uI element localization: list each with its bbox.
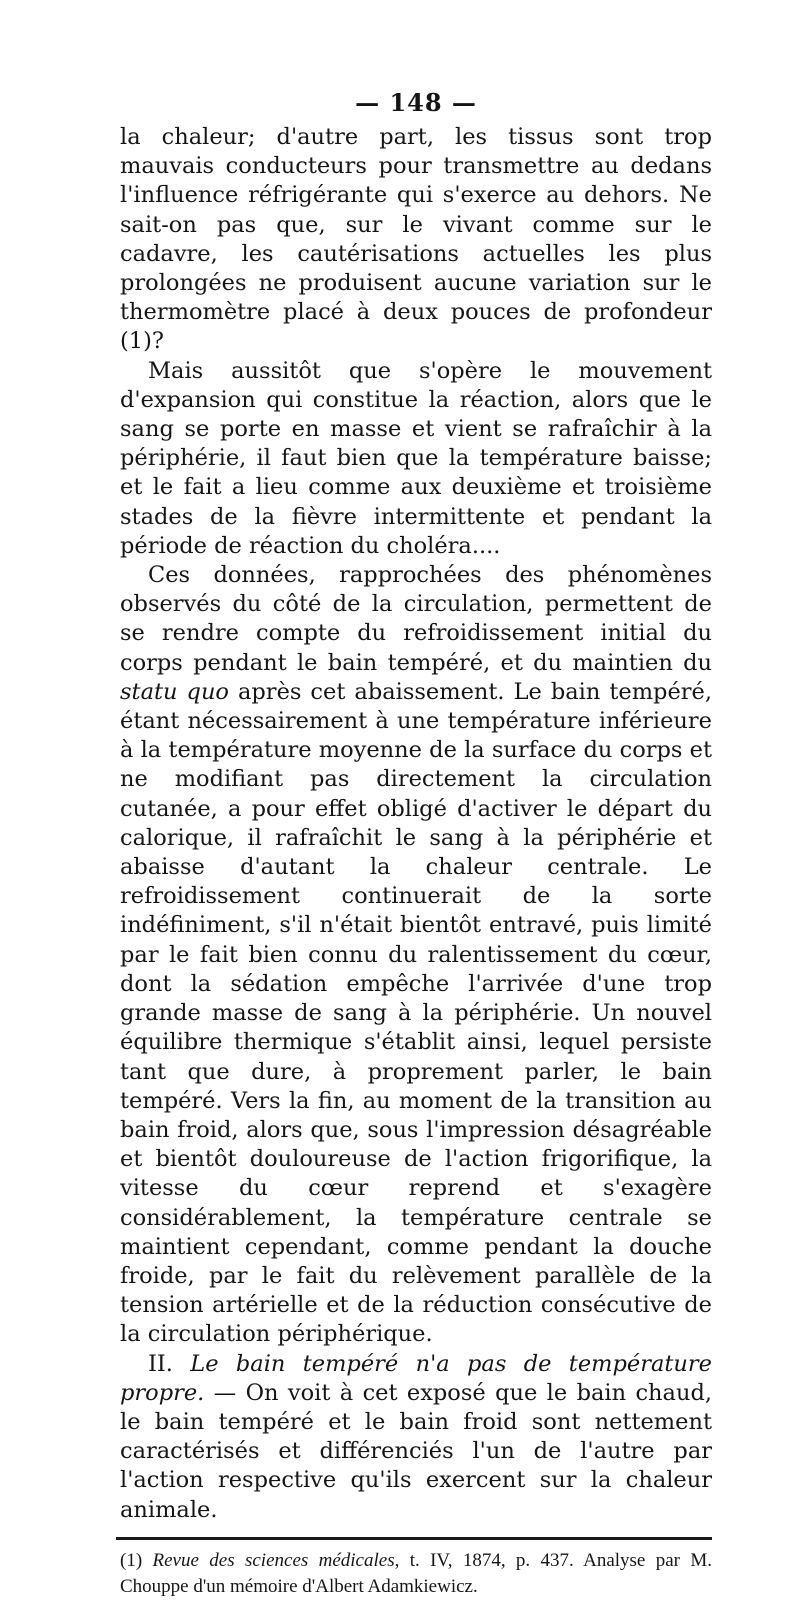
section-2-paragraph [120,1350,712,1525]
paragraph-3 [120,561,712,1349]
footnote-marker: (1) [120,1549,153,1571]
paragraph-3-italic: statu quo [120,678,229,705]
paragraph-3-text-b: après cet abaissement. Le bain tempéré, étant nécessairement à une température inférieure à la température moyenne de la surface du corps et ne modifiant pas directement la circulation cutanée, a pour effet obligé d'activer le départ du calorique, il rafraîchit le sang à la périphérie et abaisse d'autant la chaleur centrale. Le refroidissement continuerait de la sorte indéfiniment, s'il n'était bientôt entravé, puis limité par le fait bien connu du ralentissement du cœur, dont la sédation empêche l'arrivée d'une trop grande masse de sang à la périphérie. Un nouvel équilibre thermique s'établit ainsi, lequel persiste tant que dure, à proprement parler, le bain tempéré. Vers la fin, au moment de la transition au bain froid, alors que, sous l'impression désagréable et bientôt douloureuse de l'action frigorifique, la vitesse du cœur reprend et s'exagère considérablement, la température centrale se maintient cependant, comme pendant la douche froide, par le fait du relèvement parallèle de la tension artérielle et de la réduction consécutive de la circulation périphérique. [120,678,712,1348]
body-text [120,123,712,1525]
footnote-reference-rest: , t. IV, 1874, p. 437. Analyse par M. Chouppe d'un mémoire d'Albert Adamkiewicz. [120,1549,712,1597]
paragraph-1: la chaleur; d'autre part, les tissus sont trop mauvais conducteurs pour transmettre au dedans l'influence réfrigérante qui s'exerce au dehors. Ne sait-on pas que, sur le vivant comme sur le cadavre, les cautérisations actuelles les plus prolongées ne produisent aucune variation sur le thermomètre placé à deux pouces de profondeur (1)? [120,124,712,355]
page-number: — 148 — [355,88,477,117]
footnote-reference-title: Revue des sciences médicales [152,1549,395,1571]
paragraph-2: Mais aussitôt que s'opère le mouvement d'expansion qui constitue la réaction, alors que le sang se porte en masse et vient se rafraîchir à la périphérie, il faut bien que la température baisse; et le fait a lieu comme aux deuxième et troisième stades de la fièvre intermittente et pendant la période de réaction du choléra.... [120,357,712,559]
section-2-title: Le bain tempéré n'a pas de température propre. [120,1350,712,1406]
footnote-rule [116,1537,712,1540]
footnote [120,1548,712,1600]
section-2-number: II. [148,1350,191,1377]
section-2-text: — On voit à cet exposé que le bain chaud, le bain tempéré et le bain froid sont nettement caractérisés et différenciés l'un de l'autre par l'action respective qu'ils exercent sur la chaleur animale. [120,1379,712,1523]
paragraph-3-text-a: Ces données, rapprochées des phénomènes observés du côté de la circulation, permettent de se rendre compte du refroidissement initial du corps pendant le bain tempéré, et du maintien du [120,562,712,676]
